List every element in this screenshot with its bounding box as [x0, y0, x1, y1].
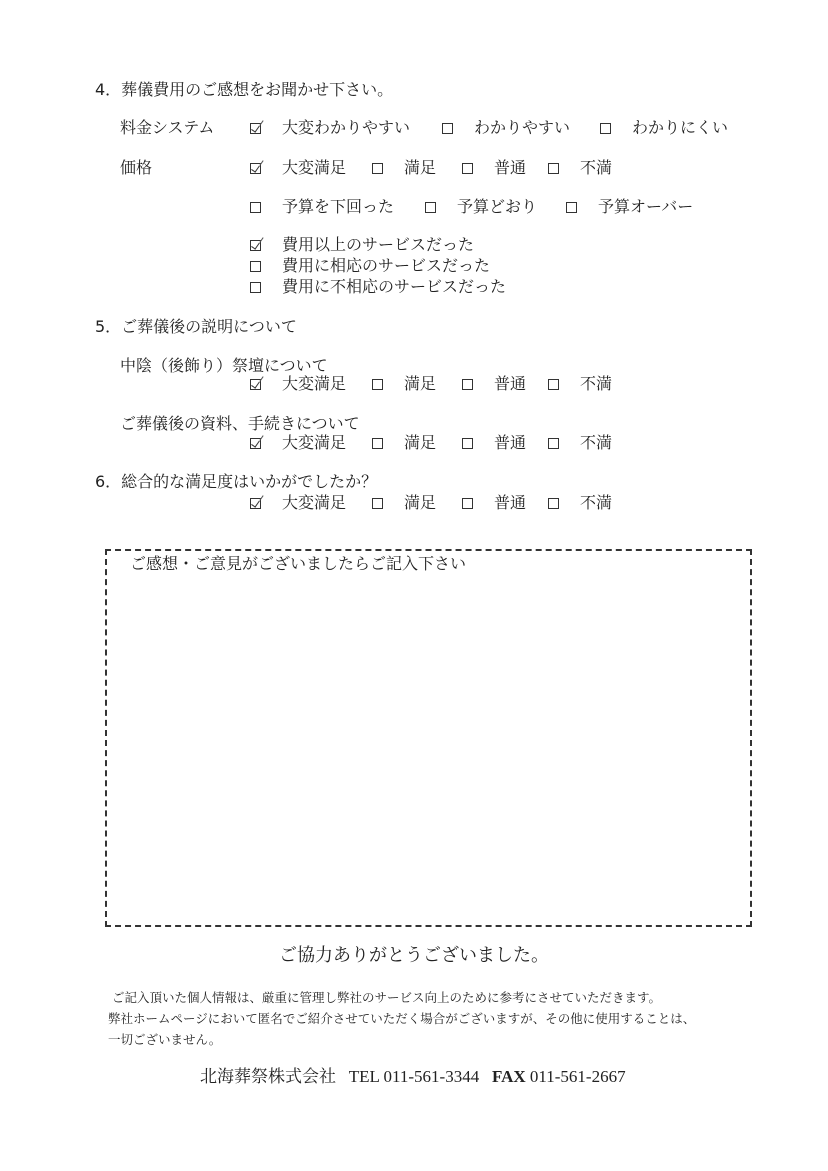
tel-number: TEL 011-561-3344 — [348, 1067, 480, 1086]
price-checkbox[interactable] — [372, 163, 383, 174]
price-label: 価格 — [120, 158, 153, 177]
price-checkbox[interactable] — [462, 163, 473, 174]
value-checkbox[interactable] — [250, 261, 261, 272]
altar-option-label: 満足 — [404, 374, 437, 393]
documents-option-label: 大変満足 — [282, 433, 347, 452]
overall-option-label: 満足 — [404, 493, 437, 512]
budget-option-label: 予算を下回った — [282, 197, 395, 216]
privacy-line-2: 弊社ホームページにおいて匿名でご紹介させていただく場合がございますが、その他に使用することは、 — [108, 1011, 696, 1026]
overall-option-label: 大変満足 — [282, 493, 347, 512]
altar-option-label: 不満 — [580, 374, 613, 393]
altar-option-label: 普通 — [494, 374, 527, 393]
documents-checkbox[interactable] — [462, 438, 473, 449]
system-option-label: 大変わかりやすい — [282, 118, 411, 137]
value-option-label: 費用に相応のサービスだった — [282, 256, 491, 275]
price-option-label: 普通 — [494, 158, 527, 177]
documents-option-label: 不満 — [580, 433, 613, 452]
overall-checkbox[interactable] — [548, 498, 559, 509]
system-checkbox[interactable] — [600, 123, 611, 134]
value-checkbox[interactable] — [250, 240, 261, 251]
documents-option-label: 満足 — [404, 433, 437, 452]
q5-title: 5．ご葬儀後の説明について — [95, 317, 297, 336]
overall-checkbox[interactable] — [372, 498, 383, 509]
privacy-line-1: ご記入頂いた個人情報は、厳重に管理し弊社のサービス向上のために参考にさせていただきます。 — [112, 990, 662, 1005]
q4-title: 4．葬儀費用のご感想をお聞かせ下さい。 — [95, 80, 394, 99]
footer — [200, 1067, 626, 1087]
altar-checkbox[interactable] — [548, 379, 559, 390]
price-checkbox[interactable] — [250, 163, 261, 174]
value-option-label: 費用以上のサービスだった — [282, 235, 475, 254]
price-option-label: 大変満足 — [282, 158, 347, 177]
budget-checkbox[interactable] — [425, 202, 436, 213]
price-option-label: 満足 — [404, 158, 437, 177]
price-checkbox[interactable] — [548, 163, 559, 174]
altar-checkbox[interactable] — [250, 379, 261, 390]
altar-label: 中陰（後飾り）祭壇について — [120, 356, 328, 375]
price-option-label: 不満 — [580, 158, 613, 177]
documents-checkbox[interactable] — [372, 438, 383, 449]
company-name: 北海葬祭株式会社 — [200, 1067, 336, 1086]
system-checkbox[interactable] — [442, 123, 453, 134]
overall-checkbox[interactable] — [250, 498, 261, 509]
value-option-label: 費用に不相応のサービスだった — [282, 277, 507, 296]
altar-checkbox[interactable] — [372, 379, 383, 390]
overall-option-label: 普通 — [494, 493, 527, 512]
documents-checkbox[interactable] — [548, 438, 559, 449]
q6-title: 6．総合的な満足度はいかがでしたか？ — [95, 472, 378, 491]
fax-label: FAX — [491, 1067, 526, 1086]
budget-checkbox[interactable] — [250, 202, 261, 213]
budget-option-label: 予算オーバー — [598, 197, 694, 216]
overall-option-label: 不満 — [580, 493, 613, 512]
documents-option-label: 普通 — [494, 433, 527, 452]
system-label: 料金システム — [120, 118, 215, 137]
thanks-message: ご協力ありがとうございました。 — [279, 945, 549, 966]
altar-option-label: 大変満足 — [282, 374, 347, 393]
altar-checkbox[interactable] — [462, 379, 473, 390]
comments-label: ご感想・ご意見がございましたらご記入下さい — [130, 554, 467, 573]
privacy-line-3: 一切ございません。 — [108, 1032, 222, 1047]
comments-box[interactable] — [105, 549, 752, 927]
value-checkbox[interactable] — [250, 282, 261, 293]
budget-checkbox[interactable] — [566, 202, 577, 213]
system-checkbox[interactable] — [250, 123, 261, 134]
documents-checkbox[interactable] — [250, 438, 261, 449]
budget-option-label: 予算どおり — [457, 197, 538, 216]
overall-checkbox[interactable] — [462, 498, 473, 509]
documents-label: ご葬儀後の資料、手続きについて — [120, 414, 360, 433]
system-option-label: わかりやすい — [474, 118, 571, 137]
system-option-label: わかりにくい — [632, 118, 729, 137]
fax-number: 011-561-2667 — [529, 1067, 626, 1086]
